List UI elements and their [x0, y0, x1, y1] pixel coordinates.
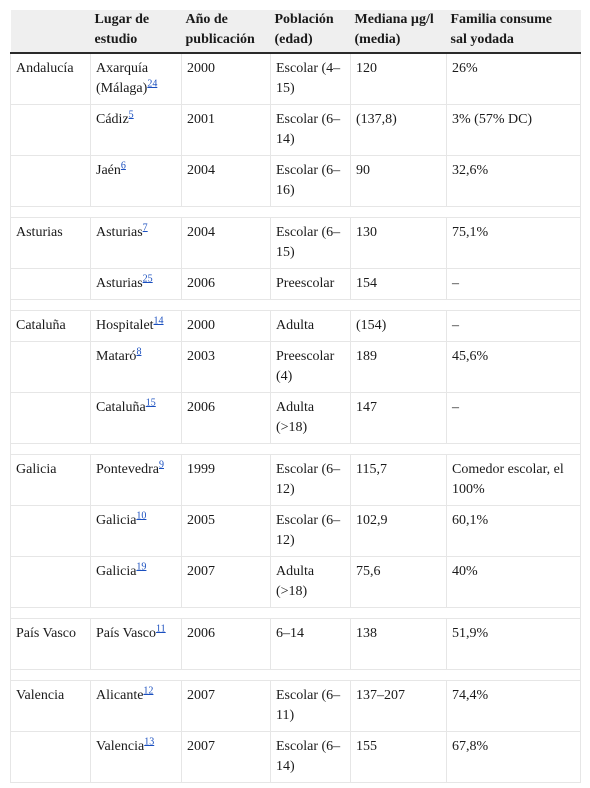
table-row — [11, 557, 581, 608]
table-row — [11, 218, 581, 269]
reference-link[interactable]: 12 — [143, 685, 154, 697]
reference-link[interactable]: 13 — [144, 736, 155, 748]
cell-place — [91, 681, 182, 732]
reference-link[interactable]: 7 — [142, 222, 148, 234]
table-row — [11, 619, 581, 670]
cell-year: 2007 — [182, 557, 271, 608]
cell-region: País Vasco — [11, 619, 91, 670]
header-year-line1: Año de — [185, 12, 228, 27]
iodine-studies-table-container — [10, 10, 580, 783]
header-family — [447, 10, 581, 53]
header-family-line2: sal yodada — [450, 32, 514, 47]
separator-cell — [11, 207, 581, 218]
cell-region — [11, 506, 91, 557]
cell-year: 2006 — [182, 393, 271, 444]
iodine-studies-table — [10, 10, 581, 783]
separator-cell — [11, 670, 581, 681]
cell-population: Preescolar — [271, 269, 351, 300]
header-population-line2: (edad) — [274, 32, 313, 47]
cell-year: 2007 — [182, 732, 271, 783]
cell-year: 2001 — [182, 105, 271, 156]
cell-population: Preescolar (4) — [271, 342, 351, 393]
cell-population: Escolar (4–15) — [271, 53, 351, 105]
cell-population: Escolar (6–11) — [271, 681, 351, 732]
place-name: Galicia — [96, 513, 137, 528]
header-year — [182, 10, 271, 53]
cell-place — [91, 506, 182, 557]
header-region — [11, 10, 91, 53]
cell-year: 2006 — [182, 619, 271, 670]
cell-population: Escolar (6–12) — [271, 455, 351, 506]
cell-family: 32,6% — [447, 156, 581, 207]
table-row — [11, 681, 581, 732]
group-separator — [11, 670, 581, 681]
reference-link[interactable]: 10 — [136, 510, 147, 522]
cell-median: (154) — [351, 311, 447, 342]
cell-year: 1999 — [182, 455, 271, 506]
reference-link[interactable]: 9 — [158, 459, 164, 471]
table-row — [11, 269, 581, 300]
cell-family: Comedor escolar, el 100% — [447, 455, 581, 506]
cell-median: 120 — [351, 53, 447, 105]
reference-link[interactable]: 15 — [145, 397, 156, 409]
header-median — [351, 10, 447, 53]
reference-link[interactable]: 5 — [128, 109, 134, 121]
cell-year: 2004 — [182, 218, 271, 269]
cell-year: 2000 — [182, 53, 271, 105]
separator-cell — [11, 608, 581, 619]
cell-family: – — [447, 269, 581, 300]
reference-link[interactable]: 24 — [147, 78, 158, 90]
group-separator — [11, 608, 581, 619]
cell-place — [91, 557, 182, 608]
header-population-line1: Población — [274, 12, 334, 27]
header-median-line2: (media) — [354, 32, 401, 47]
header-place — [91, 10, 182, 53]
cell-population: Escolar (6–16) — [271, 156, 351, 207]
table-row — [11, 393, 581, 444]
group-separator — [11, 207, 581, 218]
cell-place — [91, 619, 182, 670]
separator-cell — [11, 300, 581, 311]
header-population — [271, 10, 351, 53]
cell-year: 2005 — [182, 506, 271, 557]
cell-median: 147 — [351, 393, 447, 444]
cell-median: 115,7 — [351, 455, 447, 506]
header-year-line2: publicación — [185, 32, 255, 47]
cell-family: 40% — [447, 557, 581, 608]
table-row — [11, 342, 581, 393]
cell-place — [91, 393, 182, 444]
cell-population: Adulta — [271, 311, 351, 342]
cell-family: 74,4% — [447, 681, 581, 732]
cell-region: Cataluña — [11, 311, 91, 342]
place-name: Jaén — [96, 163, 121, 178]
cell-median: 189 — [351, 342, 447, 393]
cell-median: (137,8) — [351, 105, 447, 156]
cell-place — [91, 732, 182, 783]
cell-region: Andalucía — [11, 53, 91, 105]
place-name: Axarquía (Málaga) — [96, 61, 149, 96]
place-name: País Vasco — [96, 626, 157, 641]
group-separator — [11, 444, 581, 455]
cell-median: 155 — [351, 732, 447, 783]
table-row — [11, 506, 581, 557]
table-row — [11, 105, 581, 156]
group-separator — [11, 300, 581, 311]
reference-link[interactable]: 19 — [136, 561, 147, 573]
place-name: Alicante — [96, 688, 144, 703]
cell-region — [11, 557, 91, 608]
separator-cell — [11, 444, 581, 455]
cell-place — [91, 218, 182, 269]
cell-median: 102,9 — [351, 506, 447, 557]
cell-population: Escolar (6–15) — [271, 218, 351, 269]
header-row — [11, 10, 581, 53]
cell-population: Adulta (>18) — [271, 393, 351, 444]
place-name: Hospitalet — [96, 318, 154, 333]
cell-place — [91, 342, 182, 393]
place-name: Mataró — [96, 349, 137, 364]
table-row — [11, 732, 581, 783]
cell-median: 138 — [351, 619, 447, 670]
reference-link[interactable]: 25 — [142, 273, 153, 285]
cell-place — [91, 53, 182, 105]
cell-region: Asturias — [11, 218, 91, 269]
table-row — [11, 455, 581, 506]
table-header — [11, 10, 581, 53]
cell-region: Valencia — [11, 681, 91, 732]
cell-year: 2003 — [182, 342, 271, 393]
header-place-line2: estudio — [94, 32, 138, 47]
place-name: Asturias — [96, 276, 143, 291]
cell-median: 154 — [351, 269, 447, 300]
cell-population: Escolar (6–14) — [271, 732, 351, 783]
header-place-line1: Lugar de — [94, 12, 150, 27]
cell-median: 130 — [351, 218, 447, 269]
cell-region: Galicia — [11, 455, 91, 506]
place-name: Pontevedra — [96, 462, 159, 477]
table-body — [11, 53, 581, 783]
place-name: Cataluña — [96, 400, 146, 415]
cell-population: 6–14 — [271, 619, 351, 670]
cell-year: 2006 — [182, 269, 271, 300]
place-name: Valencia — [96, 739, 145, 754]
cell-place — [91, 156, 182, 207]
cell-family: 51,9% — [447, 619, 581, 670]
cell-median: 90 — [351, 156, 447, 207]
header-median-line1: Mediana µg/l — [354, 12, 434, 27]
cell-region — [11, 269, 91, 300]
cell-family: 75,1% — [447, 218, 581, 269]
reference-link[interactable]: 8 — [136, 346, 142, 358]
cell-family: 45,6% — [447, 342, 581, 393]
reference-link[interactable]: 14 — [153, 315, 164, 327]
cell-region — [11, 393, 91, 444]
place-name: Cádiz — [96, 112, 129, 127]
table-row — [11, 53, 581, 105]
cell-place — [91, 455, 182, 506]
cell-family: – — [447, 393, 581, 444]
place-name: Asturias — [96, 225, 143, 240]
cell-region — [11, 732, 91, 783]
reference-link[interactable]: 6 — [120, 160, 126, 172]
cell-year: 2004 — [182, 156, 271, 207]
cell-family: 67,8% — [447, 732, 581, 783]
cell-year: 2007 — [182, 681, 271, 732]
header-family-line1: Familia consume — [450, 12, 552, 27]
cell-family: 60,1% — [447, 506, 581, 557]
cell-median: 75,6 — [351, 557, 447, 608]
table-row — [11, 156, 581, 207]
cell-population: Adulta (>18) — [271, 557, 351, 608]
cell-region — [11, 342, 91, 393]
cell-place — [91, 269, 182, 300]
table-row — [11, 311, 581, 342]
cell-year: 2000 — [182, 311, 271, 342]
cell-region — [11, 105, 91, 156]
cell-family: 26% — [447, 53, 581, 105]
cell-place — [91, 105, 182, 156]
place-name: Galicia — [96, 564, 137, 579]
cell-population: Escolar (6–12) — [271, 506, 351, 557]
cell-region — [11, 156, 91, 207]
reference-link[interactable]: 11 — [156, 623, 166, 635]
cell-place — [91, 311, 182, 342]
cell-population: Escolar (6–14) — [271, 105, 351, 156]
cell-family: 3% (57% DC) — [447, 105, 581, 156]
cell-family: – — [447, 311, 581, 342]
cell-median: 137–207 — [351, 681, 447, 732]
